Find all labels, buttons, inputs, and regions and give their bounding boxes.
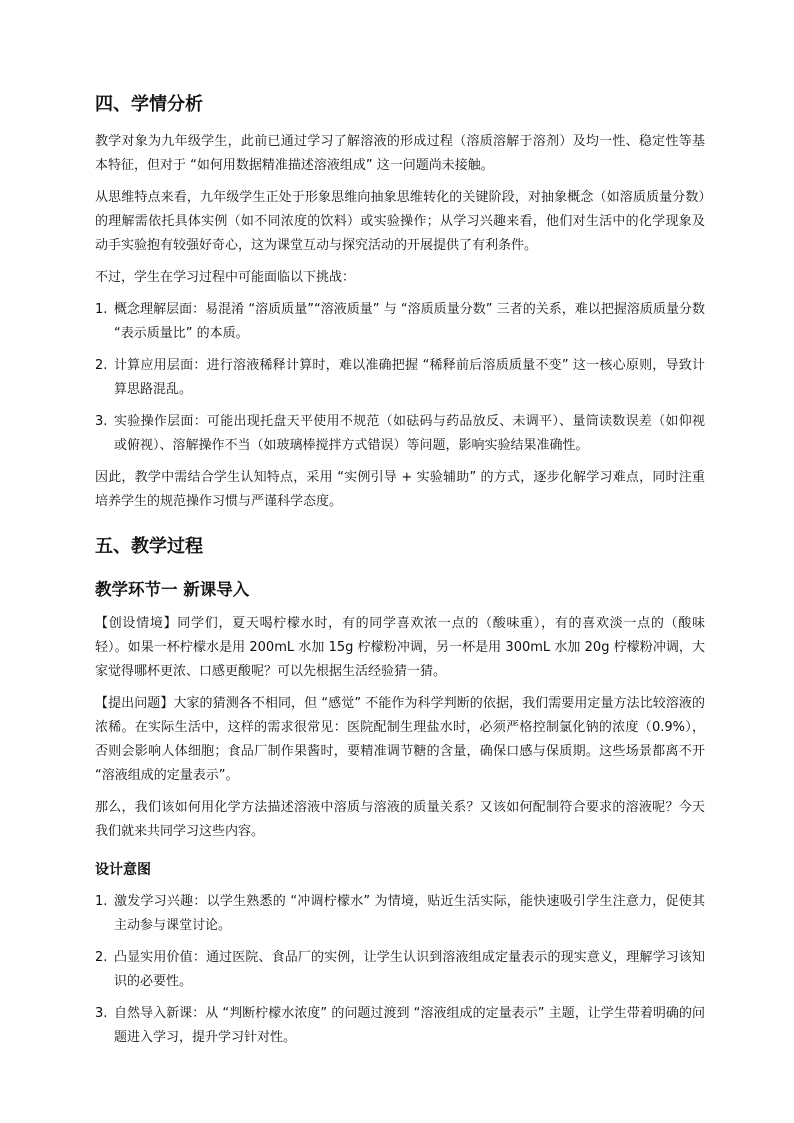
list-item-challenge-1 <box>95 298 705 346</box>
list-number: 3. <box>95 1006 108 1021</box>
list-number: 2. <box>95 358 108 373</box>
list-text: 实验操作层面：可能出现托盘天平使用不规范（如砝码与药品放反、未调平）、量筒读数误差（如仰视或俯视）、溶解操作不当（如玻璃棒搅拌方式错误）等问题，影响实验结果准确性。 <box>114 414 705 453</box>
list-text: 凸显实用价值：通过医院、食品厂的实例，让学生认识到溶液组成定量表示的现实意义，理解学习该知识的必要性。 <box>114 950 705 989</box>
paragraph-conclusion: 因此，教学中需结合学生认知特点，采用 “实例引导 + 实验辅助” 的方式，逐步化解学习难点，同时注重培养学生的规范操作习惯与严谨科学态度。 <box>95 470 705 509</box>
list-number: 1. <box>95 894 108 909</box>
paragraph-challenges-intro: 不过，学生在学习过程中可能面临以下挑战： <box>95 270 356 285</box>
section-heading-teaching-process: 五、教学过程 <box>95 536 203 557</box>
list-number: 1. <box>95 302 108 317</box>
list-text: 激发学习兴趣：以学生熟悉的 “冲调柠檬水” 为情境，贴近生活实际，能快速吸引学生注意力，促使其主动参与课堂讨论。 <box>114 894 705 933</box>
paragraph-thinking-traits: 从思维特点来看，九年级学生正处于形象思维向抽象思维转化的关键阶段，对抽象概念（如溶质质量分数）的理解需依托具体实例（如不同浓度的饮料）或实验操作；从学习兴趣来看，他们对生活中的化学现象及动手实验抱有较强好奇心，这为课堂互动与探究活动的开展提供了有利条件。 <box>95 190 705 253</box>
design-intent-heading: 设计意图 <box>95 862 151 878</box>
list-item-challenge-3 <box>95 410 705 458</box>
paragraph-transition: 那么，我们该如何用化学方法描述溶液中溶质与溶液的质量关系？又该如何配制符合要求的溶液呢？今天我们就来共同学习这些内容。 <box>95 800 705 839</box>
list-number: 3. <box>95 414 108 429</box>
paragraph-create-scenario: 【创设情境】同学们，夏天喝柠檬水时，有的同学喜欢浓一点的（酸味重），有的喜欢淡一点的（酸味轻）。如果一杯柠檬水是用 200mL 水加 15g 柠檬粉冲调，另一杯是用 300mL 水加 20g 柠檬粉冲调，大家觉得哪杯更浓、口感更酸呢？可以先根据生活经验猜一猜。 <box>95 616 705 679</box>
subsection-heading-intro: 教学环节一 新课导入 <box>95 580 250 599</box>
list-item-challenge-2 <box>95 354 705 402</box>
list-text: 计算应用层面：进行溶液稀释计算时，难以准确把握 “稀释前后溶质质量不变” 这一核心原则，导致计算思路混乱。 <box>114 358 705 397</box>
list-number: 2. <box>95 950 108 965</box>
list-item-intent-3 <box>95 1002 705 1050</box>
list-text: 自然导入新课：从 “判断柠檬水浓度” 的问题过渡到 “溶液组成的定量表示” 主题，让学生带着明确的问题进入学习，提升学习针对性。 <box>114 1006 705 1045</box>
list-item-intent-1 <box>95 890 705 938</box>
paragraph-student-background: 教学对象为九年级学生，此前已通过学习了解溶液的形成过程（溶质溶解于溶剂）及均一性、稳定性等基本特征，但对于 “如何用数据精准描述溶液组成” 这一问题尚未接触。 <box>95 134 705 173</box>
paragraph-raise-question: 【提出问题】大家的猜测各不相同，但 “感觉” 不能作为科学判断的依据，我们需要用定量方法比较溶液的浓稀。在实际生活中，这样的需求很常见：医院配制生理盐水时，必须严格控制氯化钠的浓度（0.9%），否则会影响人体细胞；食品厂制作果酱时，要精准调节糖的含量，确保口感与保质期。这些场景都离不开 “溶液组成的定量表示”。 <box>95 696 705 783</box>
list-text: 概念理解层面：易混淆 “溶质质量”“溶液质量” 与 “溶质质量分数” 三者的关系，难以把握溶质质量分数 “表示质量比” 的本质。 <box>114 302 705 341</box>
document-page <box>95 92 705 1050</box>
list-item-intent-2 <box>95 946 705 994</box>
section-heading-learner-analysis: 四、学情分析 <box>95 94 203 115</box>
